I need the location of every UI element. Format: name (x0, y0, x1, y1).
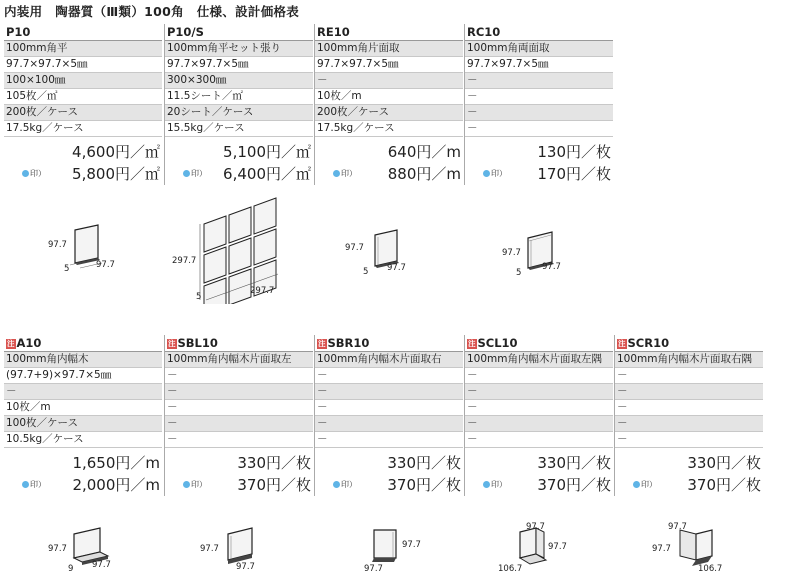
dim-width: 297.7 (250, 286, 275, 296)
tile-diagram-p10s (172, 192, 302, 304)
product-a10 (4, 335, 162, 496)
spec-name: 100mm角内幅木片面取左隅 (465, 352, 613, 368)
spec-per-case: － (165, 416, 313, 432)
product-code: 注 SBR10 (315, 335, 463, 352)
spec-per-unit: － (465, 400, 613, 416)
product-code: RE10 (315, 24, 463, 41)
spec-weight: － (315, 432, 463, 448)
spec-name: 100mm角両面取 (465, 41, 613, 57)
spec-sheet-size: － (315, 73, 463, 89)
spec-size: － (315, 368, 463, 384)
spec-per-unit: － (165, 400, 313, 416)
spec-per-case: 100枚／ケース (4, 416, 162, 432)
note-badge: 注 (468, 338, 476, 348)
product-code: RC10 (465, 24, 613, 41)
spec-weight: － (615, 432, 763, 448)
price-marked: 印） 6,400円／㎡ (165, 163, 313, 185)
blue-dot-icon (22, 170, 29, 177)
note-badge: 注 (168, 338, 176, 348)
marker-label: 印） (22, 474, 46, 496)
price-standard: 330円／枚 (387, 454, 461, 472)
tile-diagram-scr10 (650, 522, 760, 582)
spec-size: 97.7×97.7×5㎜ (315, 57, 463, 73)
marker-label: 印） (183, 474, 207, 496)
dim-height: 97.7 (502, 248, 521, 258)
dim-width: 97.7 (364, 564, 383, 574)
spec-per-case: － (465, 416, 613, 432)
note-badge: 注 (318, 338, 326, 348)
spec-per-case: － (615, 416, 763, 432)
product-sbr10 (314, 335, 463, 496)
price-marked: 印） 370円／枚 (615, 474, 763, 496)
product-scr10 (614, 335, 763, 496)
price-standard: 330円／枚 (687, 454, 761, 472)
price-standard: 640円／m (387, 143, 461, 161)
spec-weight: － (465, 121, 613, 137)
spec-name: 100mm角内幅木片面取右 (315, 352, 463, 368)
spec-name: 100mm角片面取 (315, 41, 463, 57)
product-rc10 (464, 24, 613, 185)
price-marked: 印） 2,000円／m (4, 474, 162, 496)
dim-length: 106.7 (498, 564, 523, 574)
spec-size: － (615, 368, 763, 384)
tile-diagram-p10 (40, 220, 150, 275)
dim-thickness: 9 (68, 564, 74, 574)
spec-size: － (465, 368, 613, 384)
marker-label: 印） (483, 474, 507, 496)
price-standard: 1,650円／m (72, 454, 160, 472)
sheet-drawing (172, 192, 302, 304)
product-p10 (4, 24, 162, 185)
dim-height: 97.7 (345, 243, 364, 253)
marker-label: 印） (22, 163, 46, 185)
dim-side: 97.7 (548, 542, 567, 552)
product-code: 注 SBL10 (165, 335, 313, 352)
dim-thickness: 5 (516, 268, 522, 278)
dim-width: 97.7 (387, 263, 406, 273)
product-re10 (314, 24, 463, 185)
product-code: 注 SCL10 (465, 335, 613, 352)
spec-per-unit: 11.5シート／㎡ (165, 89, 313, 105)
spec-sheet-size: － (315, 384, 463, 400)
dim-thickness: 5 (363, 267, 369, 277)
spec-size: 97.7×97.7×5㎜ (4, 57, 162, 73)
spec-name: 100mm角内幅木片面取左 (165, 352, 313, 368)
spec-per-unit: 10枚／m (315, 89, 463, 105)
price-standard: 130円／枚 (537, 143, 611, 161)
spec-sheet-size: 300×300㎜ (165, 73, 313, 89)
dim-width: 97.7 (542, 262, 561, 272)
dim-width: 97.7 (92, 560, 111, 570)
price-marked: 印） 370円／枚 (465, 474, 613, 496)
marker-label: 印） (183, 163, 207, 185)
spec-sheet-size: － (4, 384, 162, 400)
product-code: P10/S (165, 24, 313, 41)
marker-label: 印） (483, 163, 507, 185)
note-badge: 注 (618, 338, 626, 348)
spec-size: (97.7+9)×97.7×5㎜ (4, 368, 162, 384)
blue-dot-icon (483, 170, 490, 177)
spec-weight: － (465, 432, 613, 448)
spec-weight: － (165, 432, 313, 448)
spec-per-case: 200枚／ケース (4, 105, 162, 121)
spec-size: 97.7×97.7×5㎜ (465, 57, 613, 73)
spec-per-case: － (315, 416, 463, 432)
note-badge: 注 (7, 338, 15, 348)
dim-width: 97.7 (96, 260, 115, 270)
price-standard: 4,600円／㎡ (72, 143, 160, 161)
spec-sheet-size: － (165, 384, 313, 400)
spec-size: 97.7×97.7×5㎜ (165, 57, 313, 73)
tile-diagram-sbl10 (196, 522, 306, 582)
price-marked: 印） 370円／枚 (165, 474, 313, 496)
spec-name: 100mm角内幅木 (4, 352, 162, 368)
spec-sheet-size: － (465, 73, 613, 89)
dim-height: 97.7 (200, 544, 219, 554)
tile-diagram-rc10 (500, 228, 610, 283)
price-marked: 印） 880円／m (315, 163, 463, 185)
price-marked: 印） 370円／枚 (315, 474, 463, 496)
price-marked: 印） 170円／枚 (465, 163, 613, 185)
blue-dot-icon (183, 481, 190, 488)
tile-diagram-a10 (46, 522, 156, 582)
price-standard: 330円／枚 (537, 454, 611, 472)
blue-dot-icon (633, 481, 640, 488)
marker-label: 印） (633, 474, 657, 496)
spec-per-unit: － (315, 400, 463, 416)
spec-weight: 15.5kg／ケース (165, 121, 313, 137)
blue-dot-icon (22, 481, 29, 488)
dim-top: 97.7 (526, 522, 545, 532)
spec-per-case: 20シート／ケース (165, 105, 313, 121)
product-code: P10 (4, 24, 162, 41)
product-code: 注 A10 (4, 335, 162, 352)
spec-sheet-size: － (615, 384, 763, 400)
spec-per-unit: － (615, 400, 763, 416)
spec-size: － (165, 368, 313, 384)
product-sbl10 (164, 335, 313, 496)
spec-name: 100mm角平 (4, 41, 162, 57)
product-p10s (164, 24, 313, 185)
spec-name: 100mm角平セット張り (165, 41, 313, 57)
price-standard: 330円／枚 (237, 454, 311, 472)
tile-diagram-re10 (345, 225, 455, 280)
dim-height: 97.7 (48, 544, 67, 554)
marker-label: 印） (333, 474, 357, 496)
tile-diagram-scl10 (486, 522, 596, 582)
blue-dot-icon (183, 170, 190, 177)
dim-width: 97.7 (236, 562, 255, 572)
tile-diagram-sbr10 (356, 522, 466, 582)
spec-sheet-size: 100×100㎜ (4, 73, 162, 89)
spec-per-case: 200枚／ケース (315, 105, 463, 121)
marker-label: 印） (333, 163, 357, 185)
dim-height: 297.7 (172, 256, 197, 266)
spec-per-unit: 105枚／㎡ (4, 89, 162, 105)
blue-dot-icon (333, 481, 340, 488)
price-standard: 5,100円／㎡ (223, 143, 311, 161)
dim-height: 97.7 (402, 540, 421, 550)
blue-dot-icon (483, 481, 490, 488)
spec-per-case: － (465, 105, 613, 121)
dim-length: 106.7 (698, 564, 723, 574)
dim-top: 97.7 (668, 522, 687, 532)
page-title: 内装用 陶器質（Ⅲ類）100角 仕様、設計価格表 (4, 4, 300, 19)
spec-weight: 17.5kg／ケース (315, 121, 463, 137)
spec-sheet-size: － (465, 384, 613, 400)
dim-thickness: 5 (64, 264, 70, 274)
spec-name: 100mm角内幅木片面取右隅 (615, 352, 763, 368)
spec-weight: 10.5kg／ケース (4, 432, 162, 448)
spec-per-unit: － (465, 89, 613, 105)
spec-per-unit: 10枚／m (4, 400, 162, 416)
product-code: 注 SCR10 (615, 335, 763, 352)
dim-height: 97.7 (48, 240, 67, 250)
dim-side: 97.7 (652, 544, 671, 554)
spec-weight: 17.5kg／ケース (4, 121, 162, 137)
blue-dot-icon (333, 170, 340, 177)
price-marked: 印） 5,800円／㎡ (4, 163, 162, 185)
dim-thickness: 5 (196, 292, 202, 302)
product-scl10 (464, 335, 613, 496)
